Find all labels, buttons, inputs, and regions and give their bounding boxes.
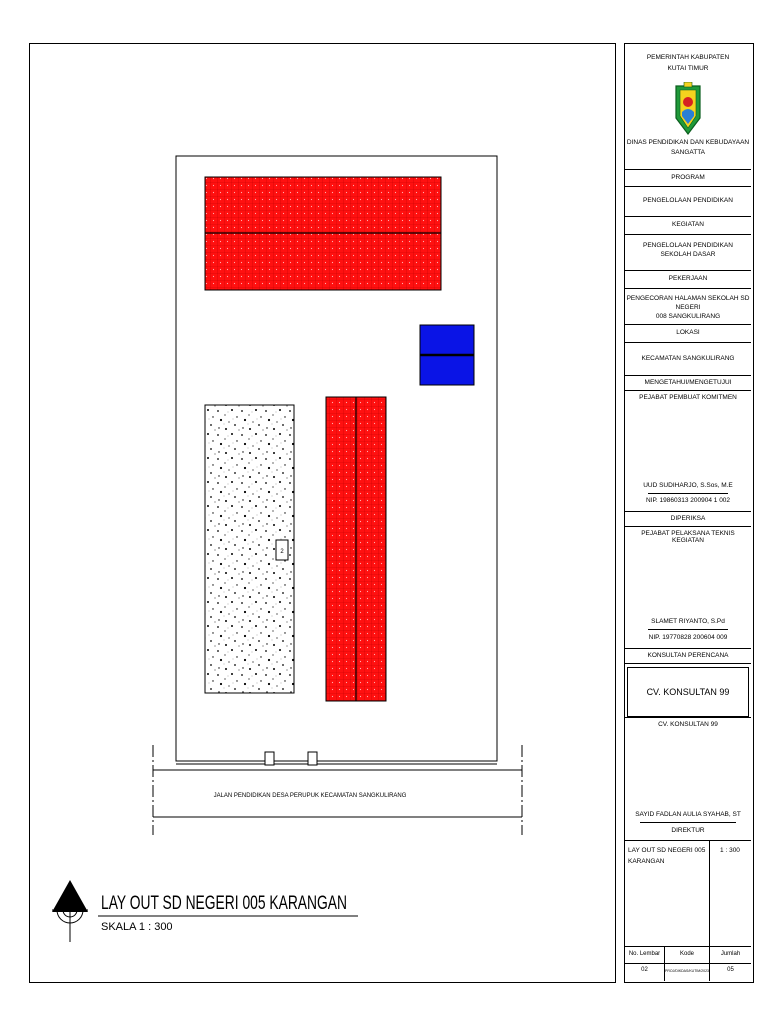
konsultan-big-text: CV. KONSULTAN 99 bbox=[646, 687, 730, 697]
gate-post-left bbox=[265, 752, 274, 765]
road-label: JALAN PENDIDIKAN DESA PERUPUK KECAMATAN SANGKULIRANG bbox=[213, 793, 407, 799]
pekerjaan-label bbox=[625, 270, 751, 288]
program-label bbox=[625, 169, 751, 186]
kutai-timur-emblem-icon bbox=[675, 82, 701, 136]
kegiatan-label bbox=[625, 216, 751, 234]
divider-konsultan bbox=[625, 717, 751, 718]
agency-line-1: DINAS PENDIDIKAN DAN KEBUDAYAAN bbox=[626, 139, 750, 146]
program-value bbox=[625, 186, 751, 216]
lokasi-label-text: LOKASI bbox=[676, 329, 700, 336]
col-kode: Kode bbox=[679, 951, 694, 957]
konsultan-label-text: KONSULTAN PERENCANA bbox=[647, 652, 729, 659]
direktur-role: DIREKTUR bbox=[671, 827, 705, 834]
mengetahui-label bbox=[625, 375, 751, 391]
lokasi-value-text: KECAMATAN SANGKULIRANG bbox=[641, 355, 735, 362]
diperiksa-nip: NIP. 19770828 200604 009 bbox=[648, 634, 728, 641]
header-line-1: PEMERINTAH KABUPATEN bbox=[646, 54, 730, 61]
val-kode: PROJ/DIKDAS/KUTIM/2023 bbox=[665, 969, 709, 973]
sheet-scale: 1 : 300 bbox=[720, 847, 740, 854]
pekerjaan-label-text: PEKERJAAN bbox=[668, 275, 708, 282]
diperiksa-name: SLAMET RIYANTO, S.Pd bbox=[651, 618, 725, 625]
header-text bbox=[625, 52, 751, 74]
sheet-title-line-2: KARANGAN bbox=[628, 858, 665, 865]
north-arrow-icon bbox=[52, 880, 88, 942]
col-jumlah: Jumlah bbox=[720, 951, 741, 957]
val-jumlah: 05 bbox=[727, 967, 734, 973]
konsultan-small: CV. KONSULTAN 99 bbox=[658, 721, 718, 728]
pekerjaan-value-line-1: PENGECORAN HALAMAN SEKOLAH SD NEGERI bbox=[626, 295, 750, 311]
col-lembar: No. Lembar bbox=[628, 951, 661, 957]
konsultan-box bbox=[627, 667, 749, 717]
pekerjaan-value bbox=[625, 288, 751, 323]
program-label-text: PROGRAM bbox=[671, 174, 705, 181]
mengetahui-label-text: MENGETAHUI/MENGETUJUI bbox=[644, 379, 732, 386]
pekerjaan-value-line-2: 008 SANGKULIRANG bbox=[655, 313, 721, 320]
signature-line-2 bbox=[648, 629, 728, 630]
sheet-title bbox=[628, 845, 708, 867]
drawing-title: LAY OUT SD NEGERI 005 KARANGAN bbox=[101, 893, 347, 914]
program-value-text: PENGELOLAAN PENDIDIKAN bbox=[643, 197, 733, 204]
agency-line-2: SANGATTA bbox=[670, 149, 706, 156]
signature-line-3 bbox=[640, 822, 736, 823]
kegiatan-value-line-1: PENGELOLAAN PENDIDIKAN bbox=[643, 242, 733, 249]
direktur-name: SAYID FADLAN AULIA SYAHAB, ST bbox=[635, 811, 741, 818]
agency-text bbox=[625, 138, 751, 158]
konsultan-label bbox=[625, 648, 751, 664]
gate-post-right bbox=[308, 752, 317, 765]
val-lembar: 02 bbox=[641, 967, 648, 973]
divider-grid-mid bbox=[625, 963, 751, 964]
mengetahui-nip: NIP. 19860313 200904 1 002 bbox=[645, 497, 731, 504]
signature-line-1 bbox=[648, 493, 728, 494]
diperiksa-label bbox=[625, 511, 751, 527]
kegiatan-value-line-2: SEKOLAH DASAR bbox=[660, 251, 716, 258]
mengetahui-name: UUD SUDIHARJO, S.Sos, M.E bbox=[643, 482, 733, 489]
diperiksa-role: PEJABAT PELAKSANA TEKNIS KEGIATAN bbox=[641, 530, 735, 544]
divider-sheet bbox=[625, 840, 751, 841]
yard-marker-label: 2 bbox=[280, 549, 284, 555]
divider-grid-top bbox=[625, 946, 751, 947]
lokasi-label bbox=[625, 324, 751, 342]
divider-sheet-vertical bbox=[709, 840, 710, 946]
kegiatan-label-text: KEGIATAN bbox=[672, 221, 704, 228]
drawing-scale: SKALA 1 : 300 bbox=[101, 921, 173, 933]
diperiksa-label-text: DIPERIKSA bbox=[670, 515, 706, 522]
mengetahui-role: PEJABAT PEMBUAT KOMITMEN bbox=[639, 394, 737, 401]
header-line-2: KUTAI TIMUR bbox=[667, 65, 709, 72]
lokasi-value bbox=[625, 342, 751, 375]
sheet-title-line-1: LAY OUT SD NEGERI 005 bbox=[628, 847, 706, 854]
kegiatan-value bbox=[625, 234, 751, 269]
